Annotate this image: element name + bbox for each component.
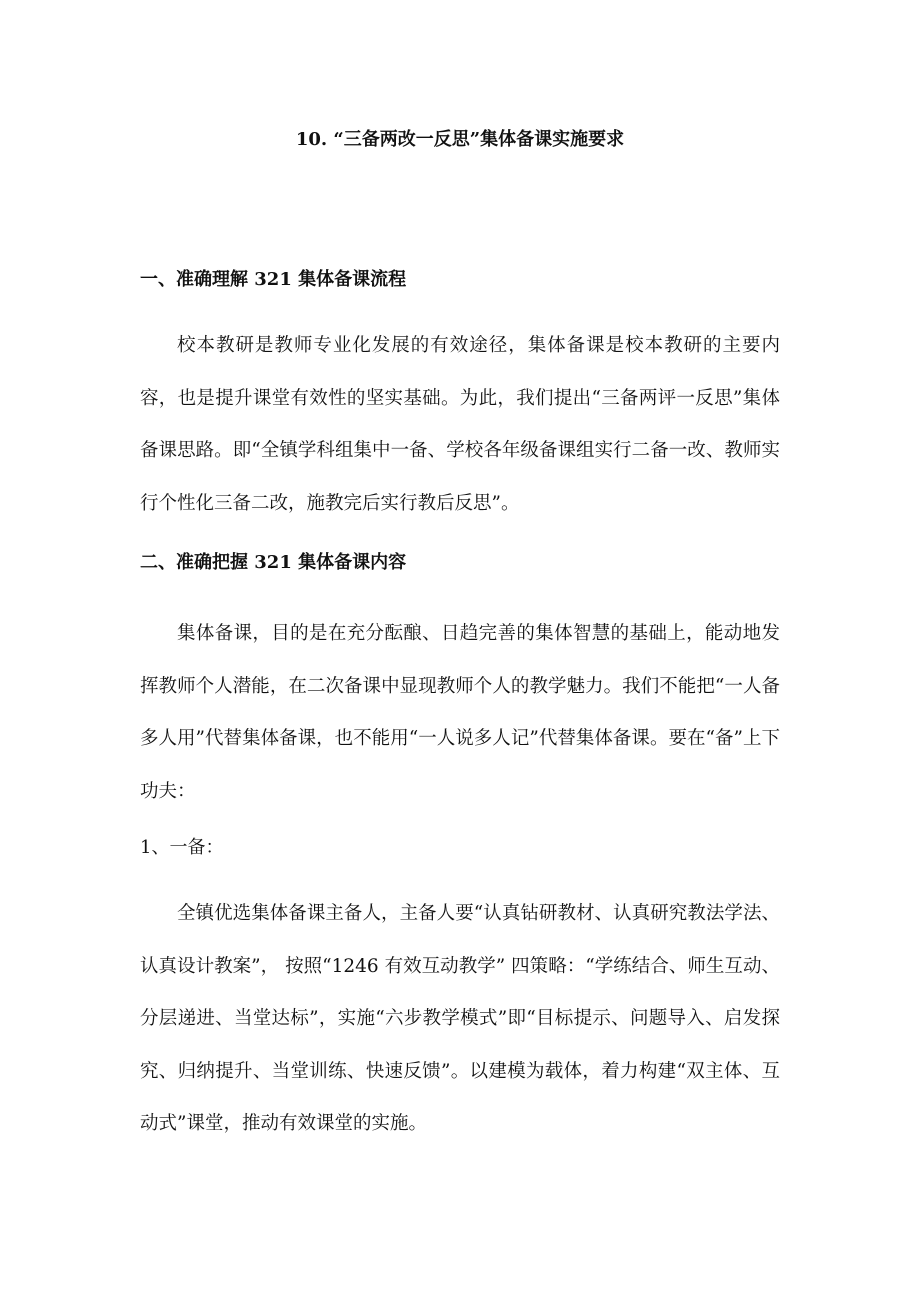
section-paragraph-2: 集体备课，目的是在充分酝酿、日趋完善的集体智慧的基础上，能动地发挥教师个人潜能，在二次备课中显现教师个人的教学魅力。我们不能把“一人备多人用”代替集体备课，也不能用“一人说多人记”代替集体备课。要在“备”上下功夫： (140, 623, 780, 802)
section-heading-2: 二、准确把握 321 集体备课内容 (140, 552, 407, 573)
section-paragraph-1: 校本教研是教师专业化发展的有效途径，集体备课是校本教研的主要内容，也是提升课堂有效性的坚实基础。为此，我们提出“三备两评一反思”集体备课思路。即“全镇学科组集中一备、学校各年级备课组实行二备一改、教师实行个性化三备二改，施教完后实行教后反思”。 (140, 335, 780, 514)
document-title: 10. “三备两改一反思”集体备课实施要求 (295, 129, 625, 150)
item-1-label: 1、一备： (140, 837, 224, 858)
item-1-paragraph: 全镇优选集体备课主备人，主备人要“认真钻研教材、认真研究教法学法、认真设计教案”， 按照“1246 有效互动教学” 四策略：“学练结合、师生互动、分层递进、当堂达标”，实施“六步教学模式”即“目标提示、问题导入、启发探究、归纳提升、当堂训练、快速反馈”。以建模为载体，着力构建“双主体、互动式”课堂，推动有效课堂的实施。 (140, 903, 780, 1134)
section-heading-1: 一、准确理解 321 集体备课流程 (140, 269, 407, 290)
